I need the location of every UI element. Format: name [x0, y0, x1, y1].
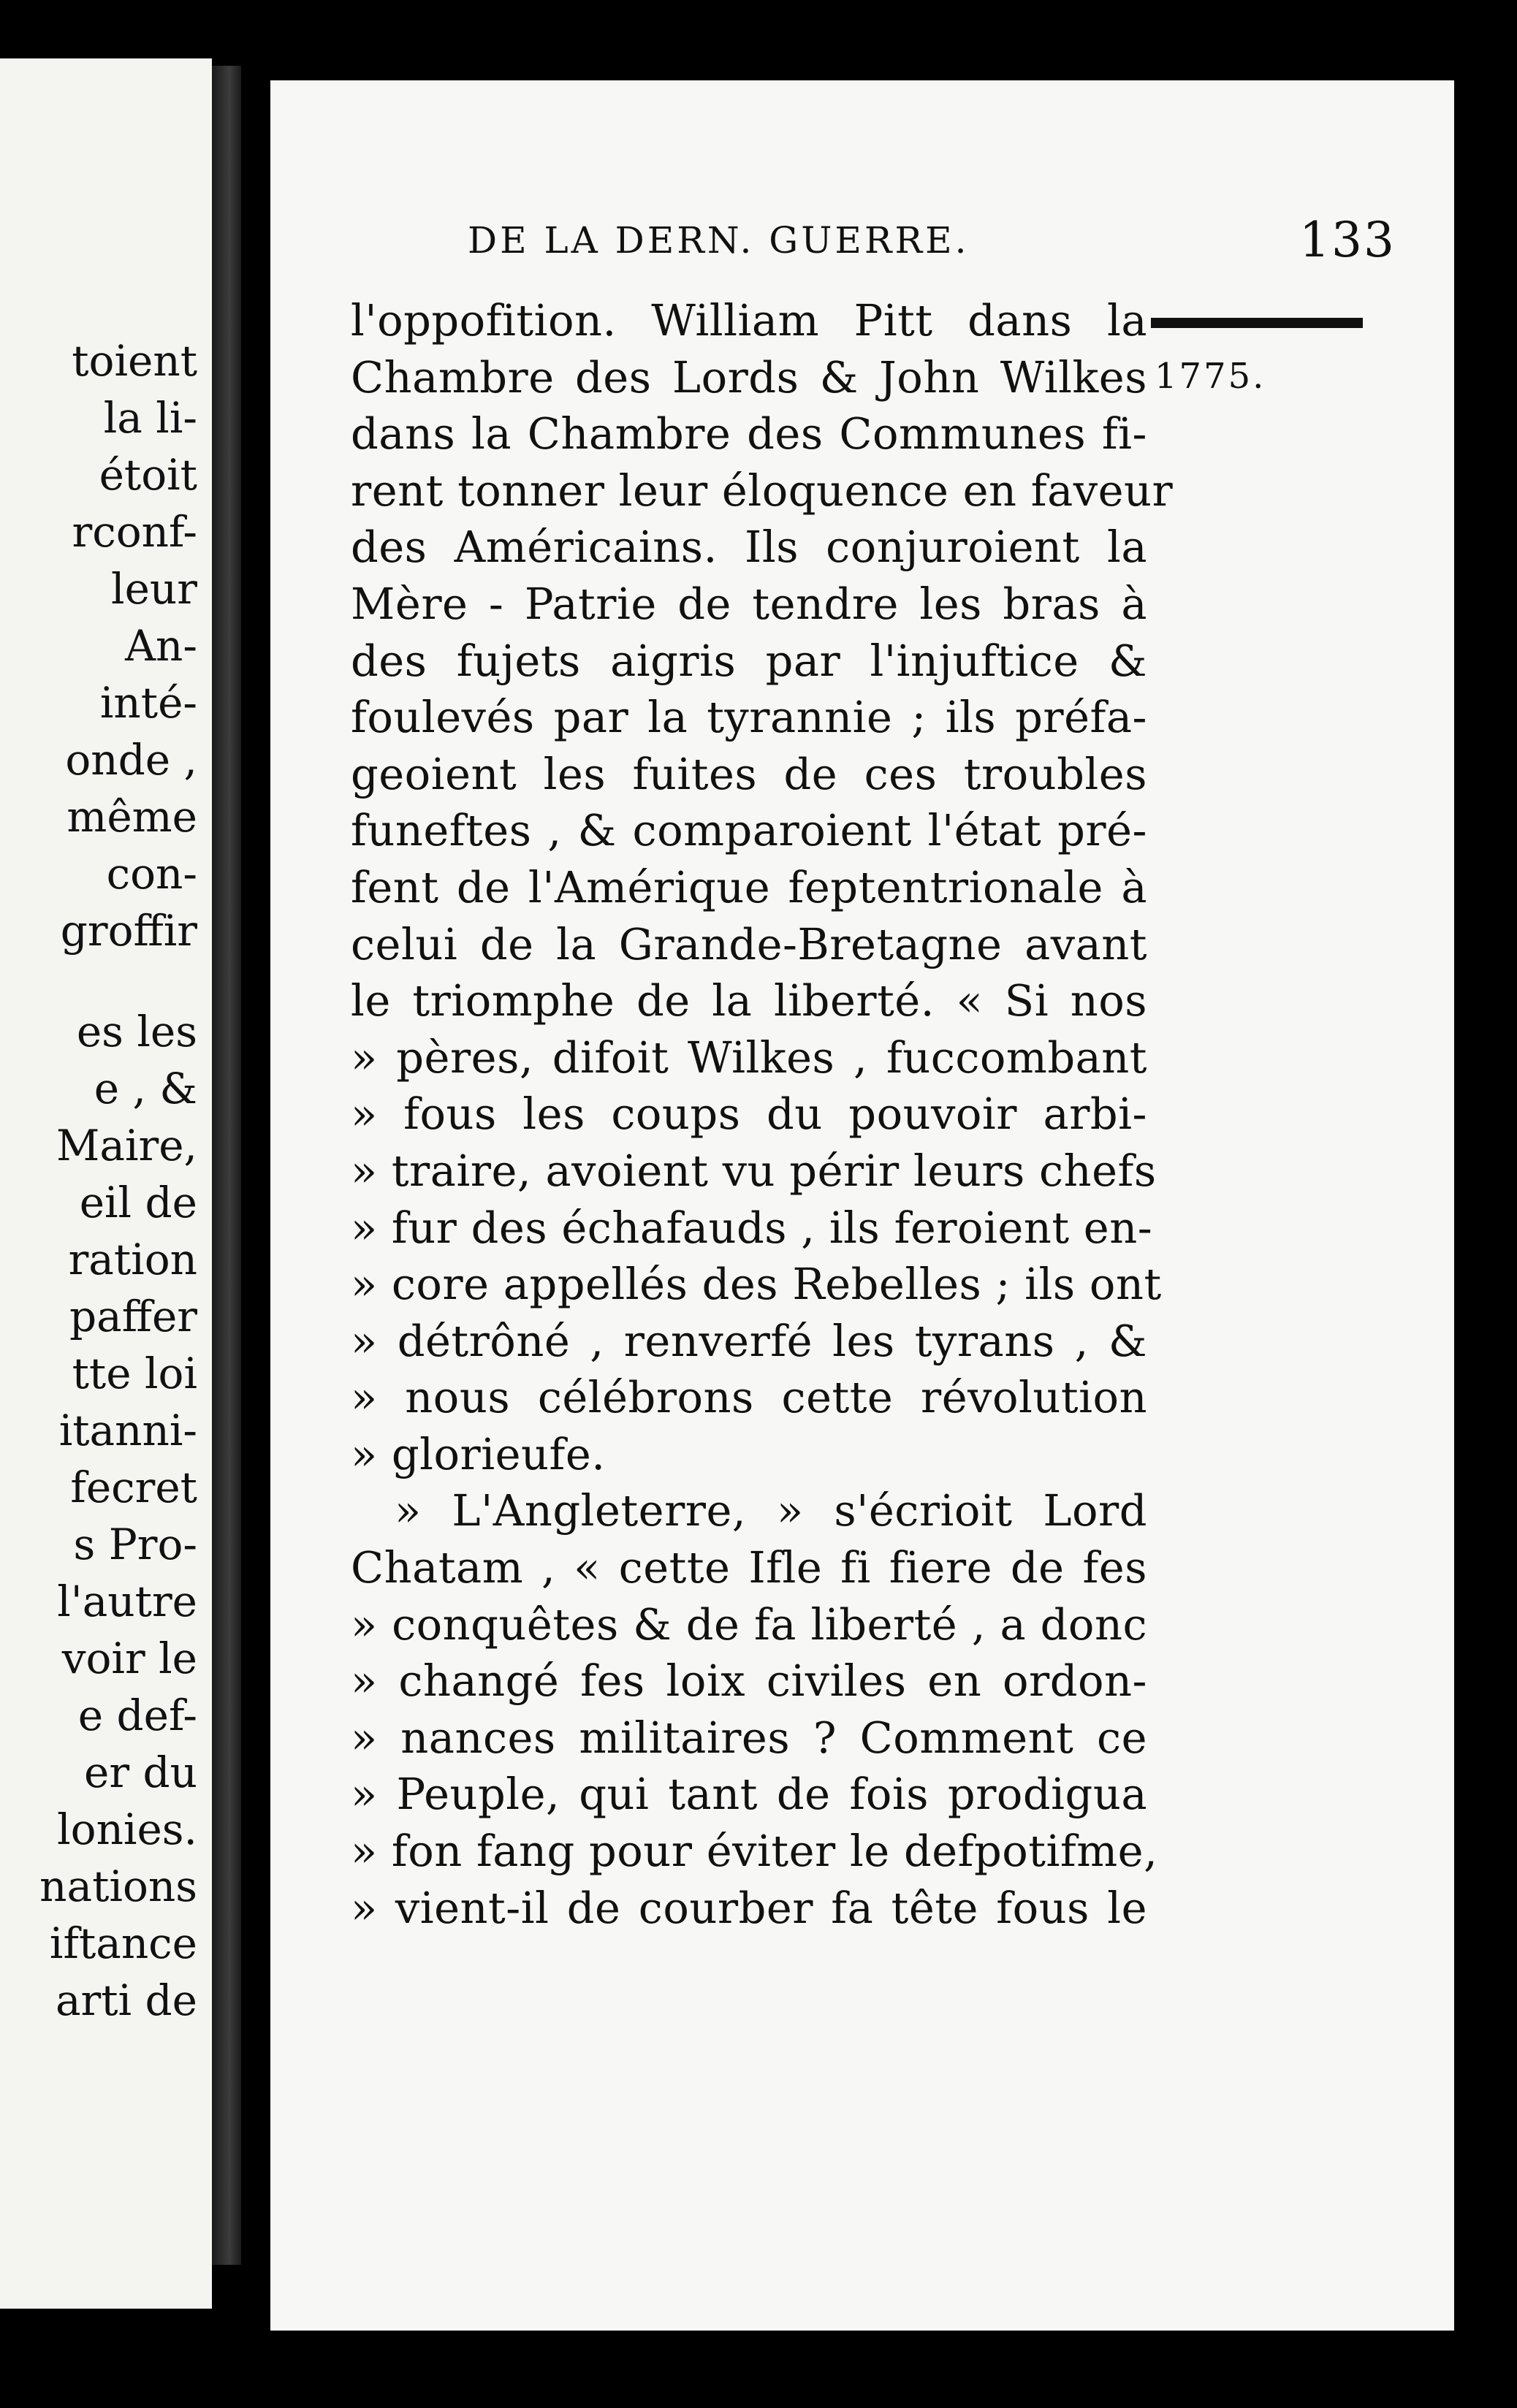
text-line: e , &	[94, 1064, 197, 1113]
text-line: des fujets aigris par l'injuftice &	[351, 635, 1147, 686]
text-line: arti de	[55, 1975, 197, 2025]
previous-page	[0, 58, 212, 2309]
text-line: dans la Chambre des Communes fi-	[351, 408, 1147, 460]
text-line: fecret	[70, 1463, 197, 1512]
text-line: rconf-	[72, 507, 197, 557]
text-line: » nous célébrons cette révolution	[351, 1372, 1147, 1423]
book-gutter	[212, 66, 241, 2265]
text-line: » détrôné , renverfé les tyrans , &	[351, 1315, 1147, 1366]
text-line: » vient-il de courber fa tête fous le	[351, 1882, 1147, 1933]
text-line: la li-	[103, 393, 197, 443]
text-line: groffir	[60, 906, 197, 956]
page-body	[351, 292, 1174, 1936]
running-title: DE LA DERN. GUERRE.	[468, 219, 970, 262]
text-line: tte loi	[72, 1349, 197, 1398]
margin-year: 1775.	[1155, 356, 1266, 397]
text-line: nations	[39, 1862, 197, 1911]
text-line: foulevés par la tyrannie ; ils préfa-	[351, 692, 1147, 743]
page-number: 133	[1299, 212, 1396, 268]
text-line: itanni-	[58, 1406, 197, 1455]
text-line: eil de	[79, 1178, 197, 1227]
text-line: leur	[111, 564, 197, 614]
text-line: geoient les fuites de ces troubles	[351, 748, 1147, 799]
text-line: » L'Angleterre, » s'écrioit Lord	[395, 1485, 1147, 1536]
text-line: Mère - Patrie de tendre les bras à	[351, 578, 1147, 629]
text-line: Chatam , « cette Ifle fi fiere de fes	[351, 1542, 1147, 1593]
text-line: » conquêtes & de fa liberté , a donc	[351, 1599, 1147, 1650]
text-line: » fous les coups du pouvoir arbi-	[351, 1089, 1147, 1140]
text-line: » core appellés des Rebelles ; ils ont	[351, 1259, 1162, 1310]
text-line: le triomphe de la liberté. « Si nos	[351, 975, 1147, 1026]
text-line: onde ,	[65, 735, 197, 785]
text-line: rent tonner leur éloquence en faveur	[351, 465, 1174, 516]
text-line: iftance	[49, 1919, 197, 1968]
text-line: funeftes , & comparoient l'état pré-	[351, 805, 1147, 856]
text-line: er du	[84, 1748, 197, 1797]
text-line: inté-	[99, 678, 197, 728]
text-line: » pères, difoit Wilkes , fuccombant	[351, 1032, 1147, 1083]
text-line: » Peuple, qui tant de fois prodigua	[351, 1769, 1147, 1820]
text-line: con-	[106, 849, 197, 899]
text-line: » changé fes loix civiles en ordon-	[351, 1656, 1147, 1707]
text-line: lonies.	[57, 1805, 197, 1854]
text-line: fent de l'Amérique feptentrionale à	[351, 861, 1147, 912]
text-line: An-	[125, 621, 197, 671]
text-line: » traire, avoient vu périr leurs chefs	[351, 1145, 1157, 1196]
text-line: » fon fang pour éviter le defpotifme,	[351, 1826, 1158, 1877]
text-line: Chambre des Lords & John Wilkes	[351, 351, 1147, 403]
text-line: même	[66, 792, 197, 842]
text-line: étoit	[99, 450, 197, 500]
text-line: » nances militaires ? Comment ce	[351, 1712, 1147, 1763]
text-line: » fur des échafauds , ils feroient en-	[351, 1202, 1153, 1253]
text-line: l'oppofition. William Pitt dans la	[351, 295, 1147, 346]
text-line: » glorieufe.	[351, 1428, 606, 1479]
text-line: s Pro-	[73, 1520, 197, 1569]
text-line: Maire,	[56, 1121, 197, 1170]
text-line: ration	[68, 1235, 197, 1284]
running-header	[468, 212, 1396, 268]
text-line: l'autre	[57, 1577, 197, 1626]
margin-rule	[1151, 318, 1363, 328]
paragraph-gap	[0, 959, 197, 1003]
text-line: paffer	[69, 1292, 197, 1341]
text-line: e def-	[77, 1691, 197, 1740]
previous-page-text	[0, 332, 197, 2029]
text-line: es les	[76, 1007, 197, 1056]
current-page	[270, 80, 1454, 2331]
text-line: toient	[72, 336, 197, 386]
text-line: des Américains. Ils conjuroient la	[351, 522, 1147, 573]
text-line: voir le	[61, 1634, 197, 1683]
text-line: celui de la Grande-Bretagne avant	[351, 918, 1147, 969]
